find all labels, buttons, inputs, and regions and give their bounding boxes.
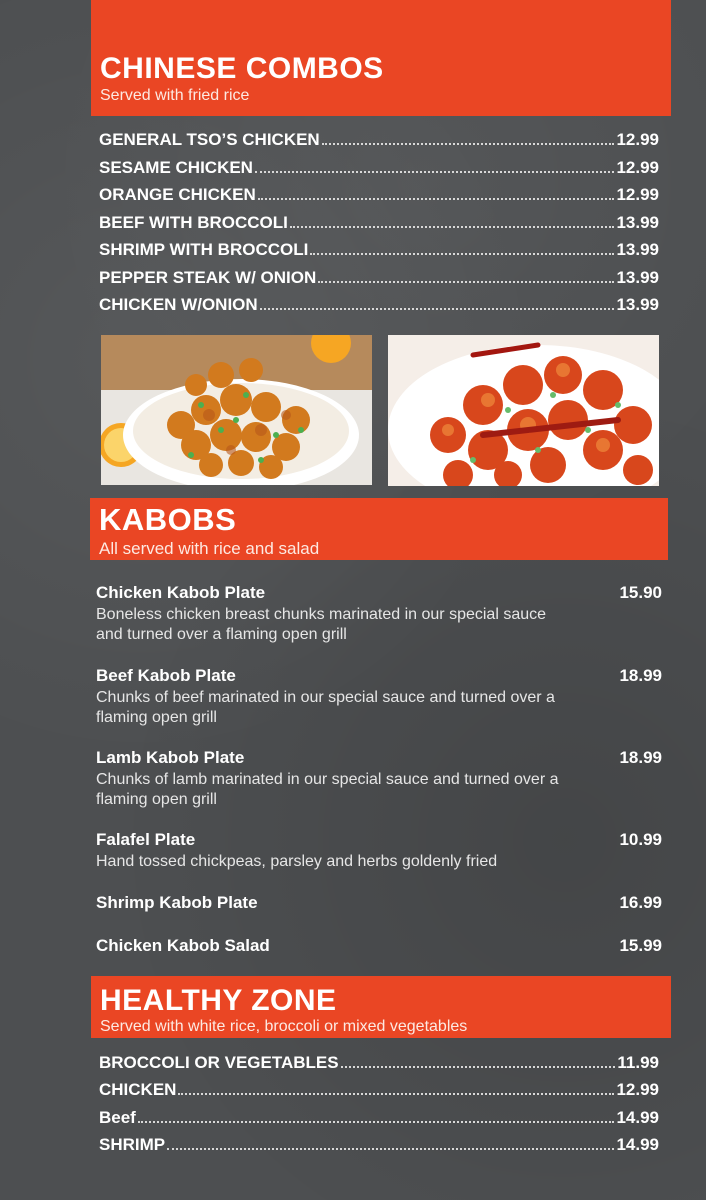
- item-name: Chicken Kabob Plate: [96, 583, 266, 602]
- item-description: Chunks of lamb marinated in our special sauce and turned over a flaming open grill: [96, 771, 559, 808]
- dot-leader: [178, 1093, 614, 1095]
- item-name: SHRIMP: [99, 1135, 166, 1154]
- item-price: 15.90: [619, 583, 662, 602]
- item-price: 15.99: [619, 936, 662, 955]
- dot-leader: [290, 226, 615, 228]
- menu-item: [99, 1106, 659, 1128]
- item-price: 13.99: [616, 240, 659, 259]
- item-name: Beef Kabob Plate: [96, 666, 236, 685]
- item-description: Hand tossed chickpeas, parsley and herbs goldenly fried: [96, 853, 498, 870]
- item-name: SESAME CHICKEN: [99, 158, 253, 177]
- item-name: Beef: [99, 1108, 136, 1127]
- item-name: BROCCOLI OR VEGETABLES: [99, 1053, 339, 1072]
- dot-leader: [318, 281, 614, 283]
- dot-leader: [138, 1121, 615, 1123]
- item-name: CHICKEN W/ONION: [99, 295, 258, 314]
- section-subtitle: Served with fried rice: [100, 87, 250, 104]
- item-price: 12.99: [616, 185, 659, 204]
- menu-item: [99, 211, 659, 233]
- item-price: 14.99: [616, 1135, 659, 1154]
- section-subtitle: All served with rice and salad: [99, 539, 320, 558]
- item-price: 12.99: [616, 1080, 659, 1099]
- dot-leader: [167, 1148, 614, 1150]
- dot-leader: [258, 198, 615, 200]
- orange-chicken-bowl-photo: [101, 335, 372, 485]
- item-price: 10.99: [619, 830, 662, 849]
- dot-leader: [322, 143, 615, 145]
- section-title: HEALTHY ZONE: [100, 984, 337, 1017]
- item-name: CHICKEN: [99, 1080, 177, 1099]
- menu-item: [99, 1051, 659, 1073]
- item-price: 11.99: [617, 1053, 659, 1072]
- menu-item: [99, 128, 659, 150]
- item-price: 18.99: [619, 666, 662, 685]
- dot-leader: [341, 1066, 616, 1068]
- item-name: Falafel Plate: [96, 830, 196, 849]
- item-name: ORANGE CHICKEN: [99, 185, 256, 204]
- item-price: 14.99: [616, 1108, 659, 1127]
- item-name: Shrimp Kabob Plate: [96, 893, 258, 912]
- item-name: PEPPER STEAK W/ ONION: [99, 268, 317, 287]
- menu-item: [99, 293, 659, 315]
- item-price: 18.99: [619, 748, 662, 767]
- dot-leader: [255, 171, 614, 173]
- item-name: GENERAL TSO’S CHICKEN: [99, 130, 320, 149]
- kabobs-banner: [90, 498, 668, 560]
- item-price: 13.99: [616, 268, 659, 287]
- menu-item: [99, 156, 659, 178]
- item-name: Chicken Kabob Salad: [96, 936, 270, 955]
- item-description: Chunks of beef marinated in our special sauce and turned over a flaming open grill: [96, 689, 555, 726]
- section-title: CHINESE COMBOS: [100, 52, 384, 85]
- item-price: 16.99: [619, 893, 662, 912]
- section-title: KABOBS: [99, 502, 237, 537]
- item-price: 13.99: [616, 213, 659, 232]
- dot-leader: [310, 253, 614, 255]
- menu-item: [99, 1078, 659, 1100]
- item-name: Lamb Kabob Plate: [96, 748, 245, 767]
- menu-item: [99, 238, 659, 260]
- chinese-combos-banner: [91, 0, 671, 116]
- item-price: 12.99: [616, 158, 659, 177]
- item-name: BEEF WITH BROCCOLI: [99, 213, 288, 232]
- menu-item: [99, 183, 659, 205]
- section-subtitle: Served with white rice, broccoli or mixed vegetables: [100, 1018, 468, 1035]
- item-name: SHRIMP WITH BROCCOLI: [99, 240, 309, 259]
- menu-item: [99, 266, 659, 288]
- spicy-chicken-plate-photo: [388, 335, 659, 486]
- healthy-zone-banner: [91, 976, 671, 1038]
- item-price: 12.99: [616, 130, 659, 149]
- item-price: 13.99: [616, 295, 659, 314]
- menu-item: [99, 1133, 659, 1155]
- item-description: Boneless chicken breast chunks marinated in our special sauce and turned over a flaming open grill: [96, 606, 547, 643]
- dot-leader: [260, 308, 615, 310]
